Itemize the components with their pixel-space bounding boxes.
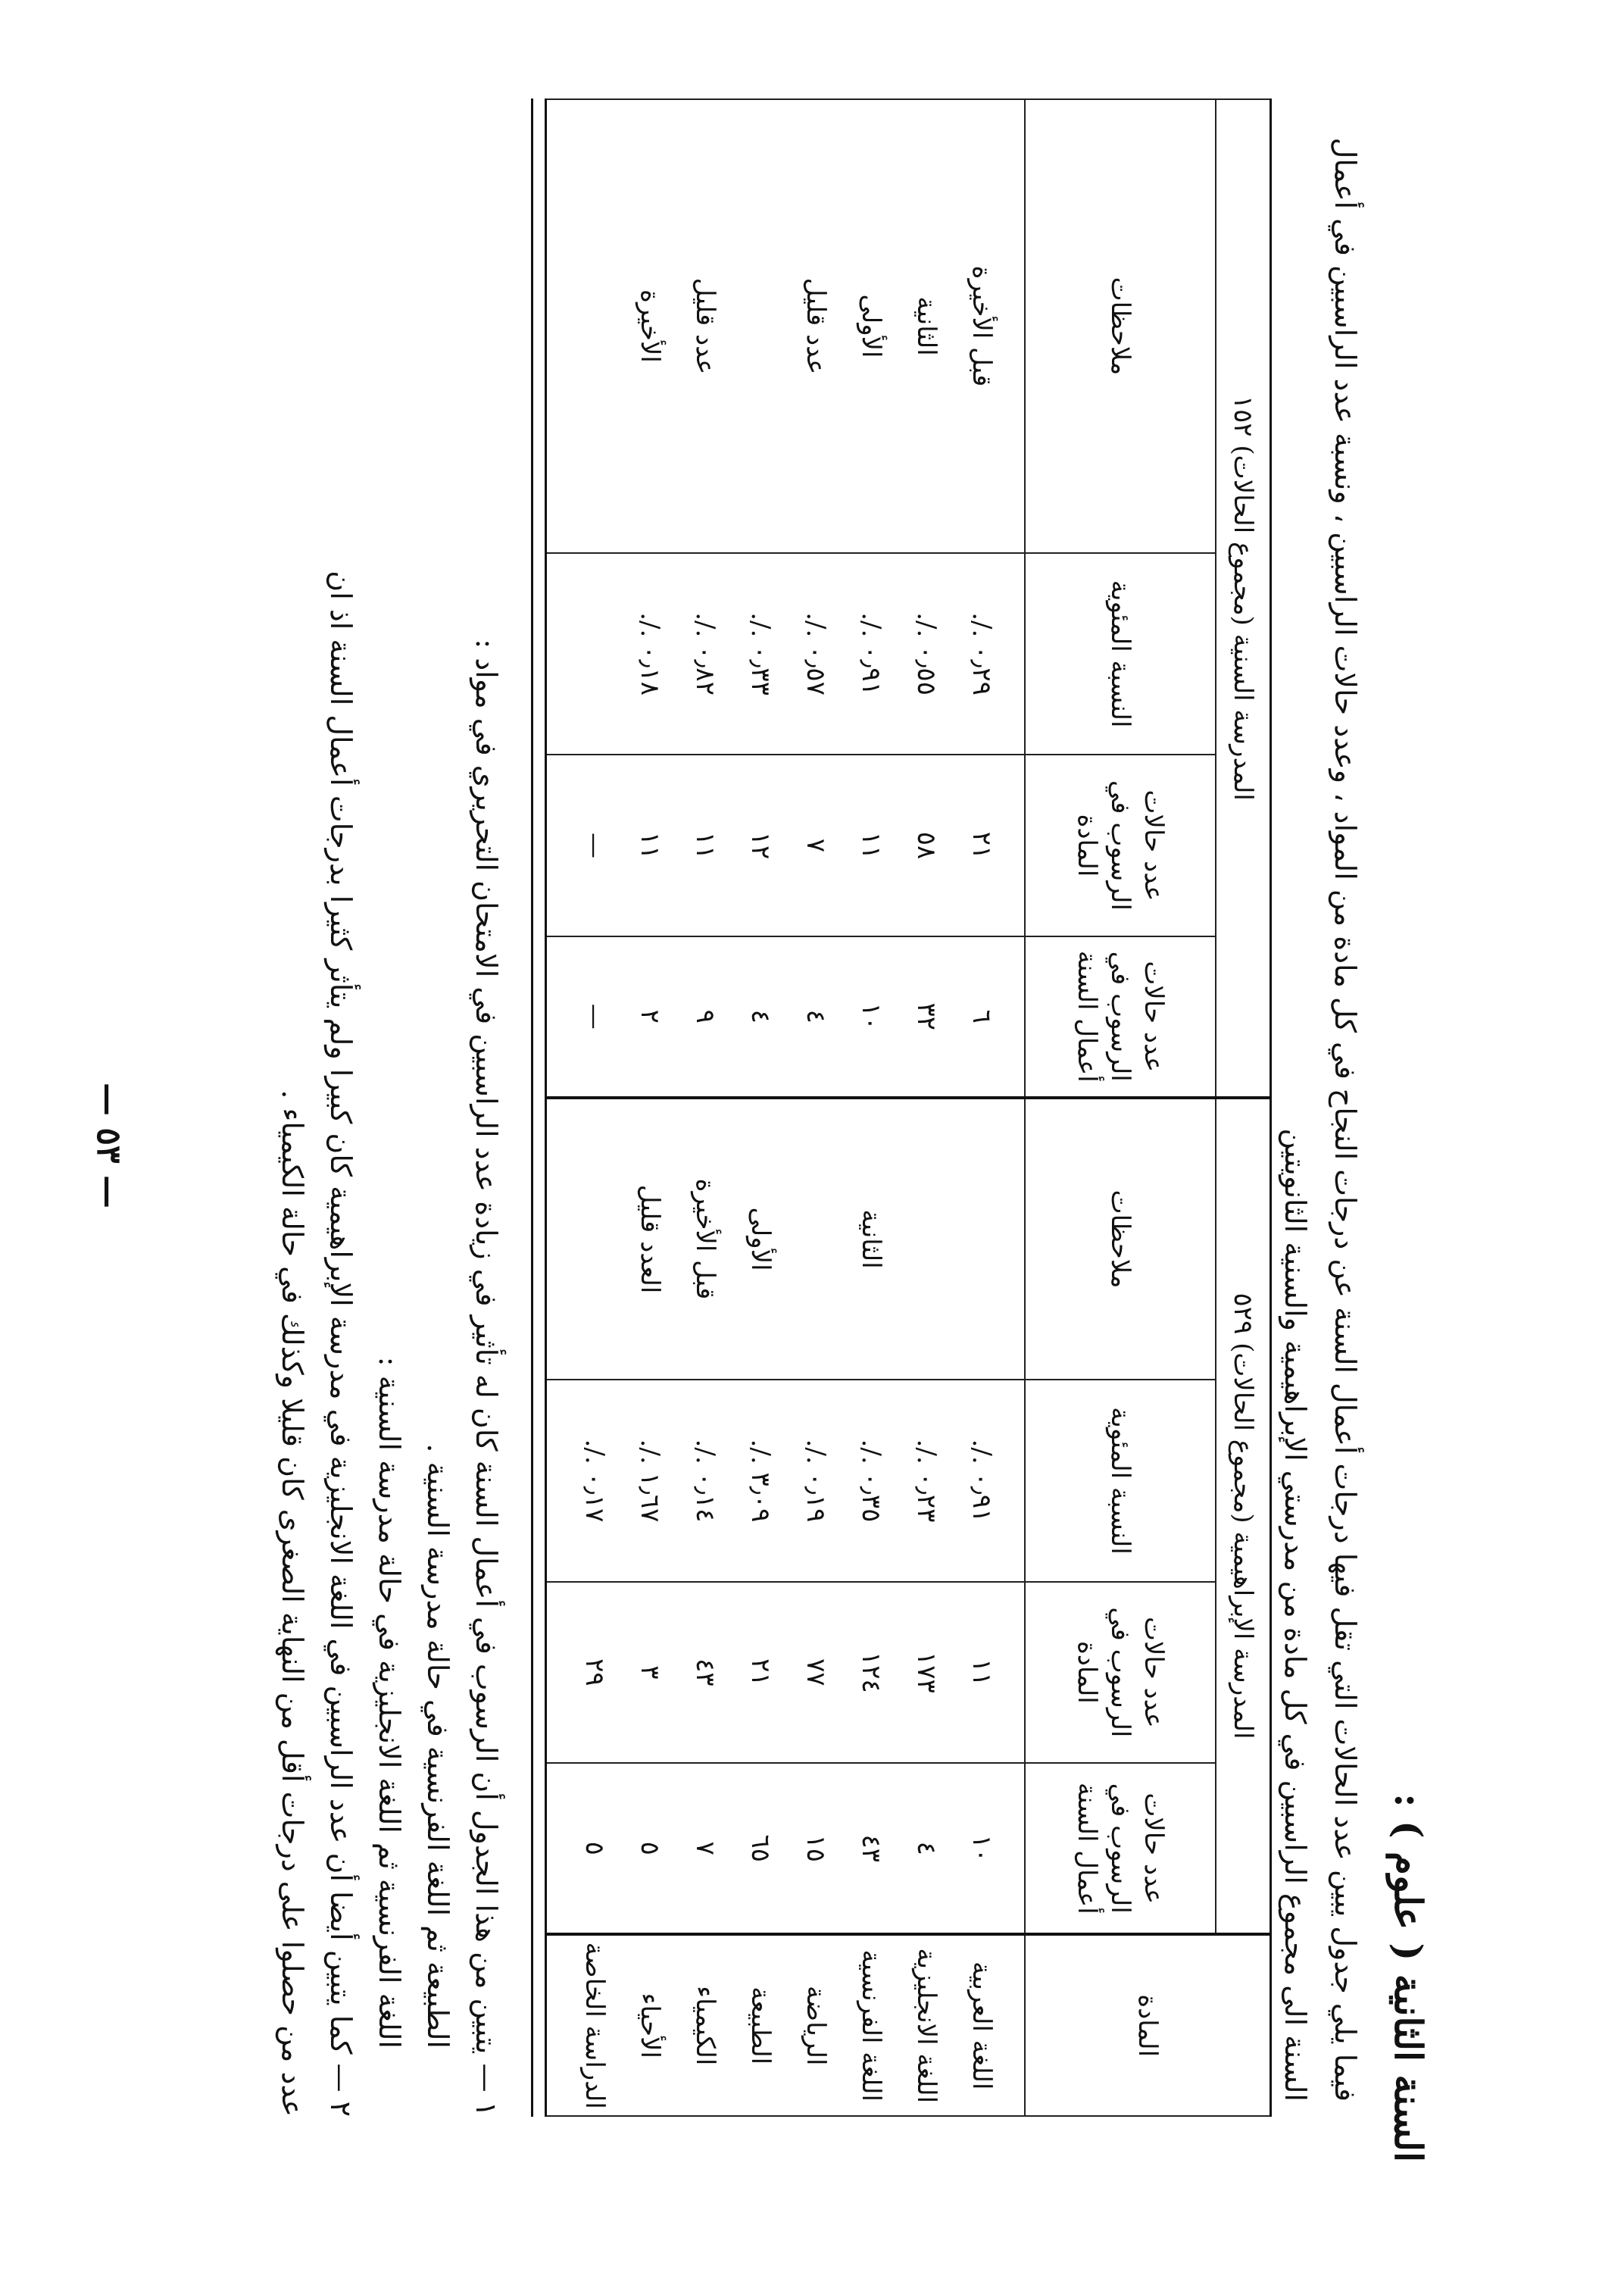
column-ibr-notes	[546, 1098, 1026, 1380]
results-table-wrapper	[545, 98, 1272, 2117]
table-cell: الأحياء	[635, 1993, 665, 2058]
table-cell: ١١	[967, 1658, 997, 1686]
table-cell: ٢١	[745, 1658, 776, 1686]
table-cell: ٣	[635, 1665, 665, 1680]
notes-section	[268, 83, 511, 2117]
table-cell: ٠٫١٤ ./.	[690, 1439, 720, 1523]
section-heading: السنة الثانية ( علوم ) :	[1386, 1793, 1431, 2162]
header-san-fail-annual: عدد حالات الرسوب في أعمال السنة	[1025, 936, 1216, 1098]
table-cell: ٠٫٢٩ ./.	[967, 612, 997, 695]
header-subject: المادة	[1025, 1934, 1271, 2116]
page-number: — ٥٣ —	[89, 1083, 128, 1208]
table-bottom-rule	[531, 98, 533, 2117]
table-cell: ٥	[579, 1841, 610, 1855]
table-cell: ٧	[690, 1841, 720, 1855]
table-cell: ٥٨	[911, 831, 942, 860]
table-cell: ٤	[911, 1841, 942, 1855]
table-cell: ٠٫٣٣ ./.	[745, 612, 776, 695]
header-san-notes: ملاحظات	[1025, 99, 1216, 553]
table-cell: ٢	[635, 1009, 665, 1024]
table-cell: ٠٫٩١ ./.	[967, 1439, 997, 1523]
table-cell: ١١	[856, 831, 886, 860]
table-cell: الأولى	[856, 294, 886, 358]
table-cell: ١٠	[967, 1834, 997, 1863]
header-ibrahimia-group: المدرسة الإبراهيمية (مجموع الحالات) ٥٢٩	[1216, 1098, 1271, 1935]
table-cell: ٦٥	[745, 1834, 776, 1863]
table-cell: عدد قليل	[801, 277, 831, 375]
header-saniya-group: المدرسة السنية (مجموع الحالات) ١٥٢	[1216, 99, 1271, 1098]
header-san-fail-subject: عدد حالات الرسوب في المادة	[1025, 755, 1216, 936]
table-cell: ٦	[967, 1009, 997, 1024]
table-cell: ٠٫٥٥ ./.	[911, 612, 942, 695]
header-ibr-percent: النسبة المئوية	[1025, 1380, 1216, 1581]
note-2-line-2: عدد من حصلوا على درجات أقل من النهاية الصغرى كان قليلا وكذلك في حالة الكيمياء .	[276, 1089, 309, 2117]
note-1-line-2: الطبيعة ثم اللغة الفرنسية في حالة مدرسة السنية .	[421, 1443, 454, 2049]
table-cell: ٢٩	[579, 1658, 610, 1686]
table-cell: ١١	[635, 831, 665, 860]
table-cell: عدد قليل	[690, 277, 720, 375]
column-ibr-fail-annual	[546, 1763, 1026, 1934]
table-cell: الأخيرة	[635, 289, 665, 363]
header-ibr-notes: ملاحظات	[1025, 1098, 1216, 1380]
table-cell: قبل الأخيرة	[690, 1178, 720, 1300]
header-ibr-fail-subject: عدد حالات الرسوب في المادة	[1025, 1582, 1216, 1764]
table-cell: —	[579, 832, 610, 858]
table-cell: —	[579, 1003, 610, 1030]
table-cell: ٤	[801, 1009, 831, 1024]
table-cell: ٠٫٨٢ ./.	[690, 612, 720, 695]
intro-paragraph: فيما يلي جدول يبين عدد الحالات التي تقل فيها درجات أعمال السنة عن درجات النجاح في كل مادة من المواد ، وعدد حالات الراسبين ، ونسبة عدد الراسبين في أعمال السنة الى مجموع الراسبين في كل مادة من مدرستي الإبراهيمية والسنية الثانويتين	[1279, 137, 1362, 2102]
table-cell: ٢١	[967, 831, 997, 860]
table-cell: ١٧٣	[911, 1651, 942, 1693]
table-cell: ٠٫١٨ ./.	[635, 612, 665, 695]
table-cell: ٣٢	[911, 1002, 942, 1031]
table-cell: قبل الأخيرة	[967, 265, 997, 387]
table-cell: الثانية	[856, 1209, 886, 1269]
table-cell: ١٢	[745, 831, 776, 860]
note-1-line-3: اللغة الفرنسية ثم اللغة الانجليزية في حالة مدرسة السنية :	[373, 1356, 406, 2049]
table-cell: الثانية	[911, 296, 942, 356]
table-cell: الرياضة	[801, 1985, 831, 2066]
table-cell: اللغة العربية	[967, 1961, 997, 2090]
column-ibr-fail-subject	[546, 1582, 1026, 1764]
table-cell: الأولى	[745, 1207, 776, 1271]
table-cell: ١٫٦٧ ./.	[635, 1439, 665, 1523]
header-ibr-fail-annual: عدد حالات الرسوب في أعمال السنة	[1025, 1763, 1216, 1934]
table-cell: الكيمياء	[690, 1986, 720, 2066]
column-san-percent	[546, 553, 1026, 755]
table-cell: ١١	[690, 831, 720, 860]
table-cell: ٠٫٥٧ ./.	[801, 612, 831, 695]
table-cell: ٧	[801, 838, 831, 853]
table-cell: ٠٫١٩ ./.	[801, 1439, 831, 1523]
table-cell: اللغة الفرنسية	[856, 1949, 886, 2102]
column-subjects	[546, 1934, 1026, 2116]
note-2-line-1: ٢ — كما يتبين أيضا أن عدد الراسبين في اللغة الانجليزية في مدرسة الإبراهيمية كان كبيرا ولم يتأثر كثيرا بدرجات أعمال السنة اذ ان	[324, 570, 358, 2117]
results-table	[545, 98, 1272, 2117]
table-cell: ٥	[635, 1841, 665, 1855]
header-san-percent: النسبة المئوية	[1025, 553, 1216, 755]
table-cell: ١٥	[801, 1834, 831, 1863]
column-san-fail-subject	[546, 755, 1026, 936]
table-cell: ٩	[690, 1009, 720, 1024]
table-cell: العدد قليل	[635, 1184, 665, 1294]
column-ibr-percent	[546, 1380, 1026, 1581]
table-cell: ٠٫١٧ ./.	[579, 1439, 610, 1523]
note-1-line-1: ١ — يتبين من هذا الجدول أن الرسوب في أعمال السنة كان له تأثير في زيادة عدد الراسبين في الامتحان التحريري في مواد :	[470, 639, 503, 2117]
table-cell: الطبيعة	[745, 1986, 776, 2065]
column-san-notes	[546, 99, 1026, 553]
table-cell: ٤٣	[856, 1834, 886, 1863]
table-cell: ٤٣	[690, 1658, 720, 1686]
table-cell: اللغة الانجليزية	[911, 1948, 942, 2104]
column-san-fail-annual	[546, 936, 1026, 1098]
table-cell: الدراسة الخاصة	[579, 1942, 610, 2109]
table-cell: ٧٧	[801, 1658, 831, 1686]
table-cell: ٠٫٢٣ ./.	[911, 1439, 942, 1523]
table-cell: ١٢٤	[856, 1651, 886, 1693]
table-cell: ٤	[745, 1009, 776, 1024]
table-cell: ١٠	[856, 1002, 886, 1031]
table-cell: ٠٫٣٥ ./.	[856, 1439, 886, 1523]
table-cell: ٠٫٩١ ./.	[856, 612, 886, 695]
table-cell: ٣٫٠٩ ./.	[745, 1439, 776, 1523]
